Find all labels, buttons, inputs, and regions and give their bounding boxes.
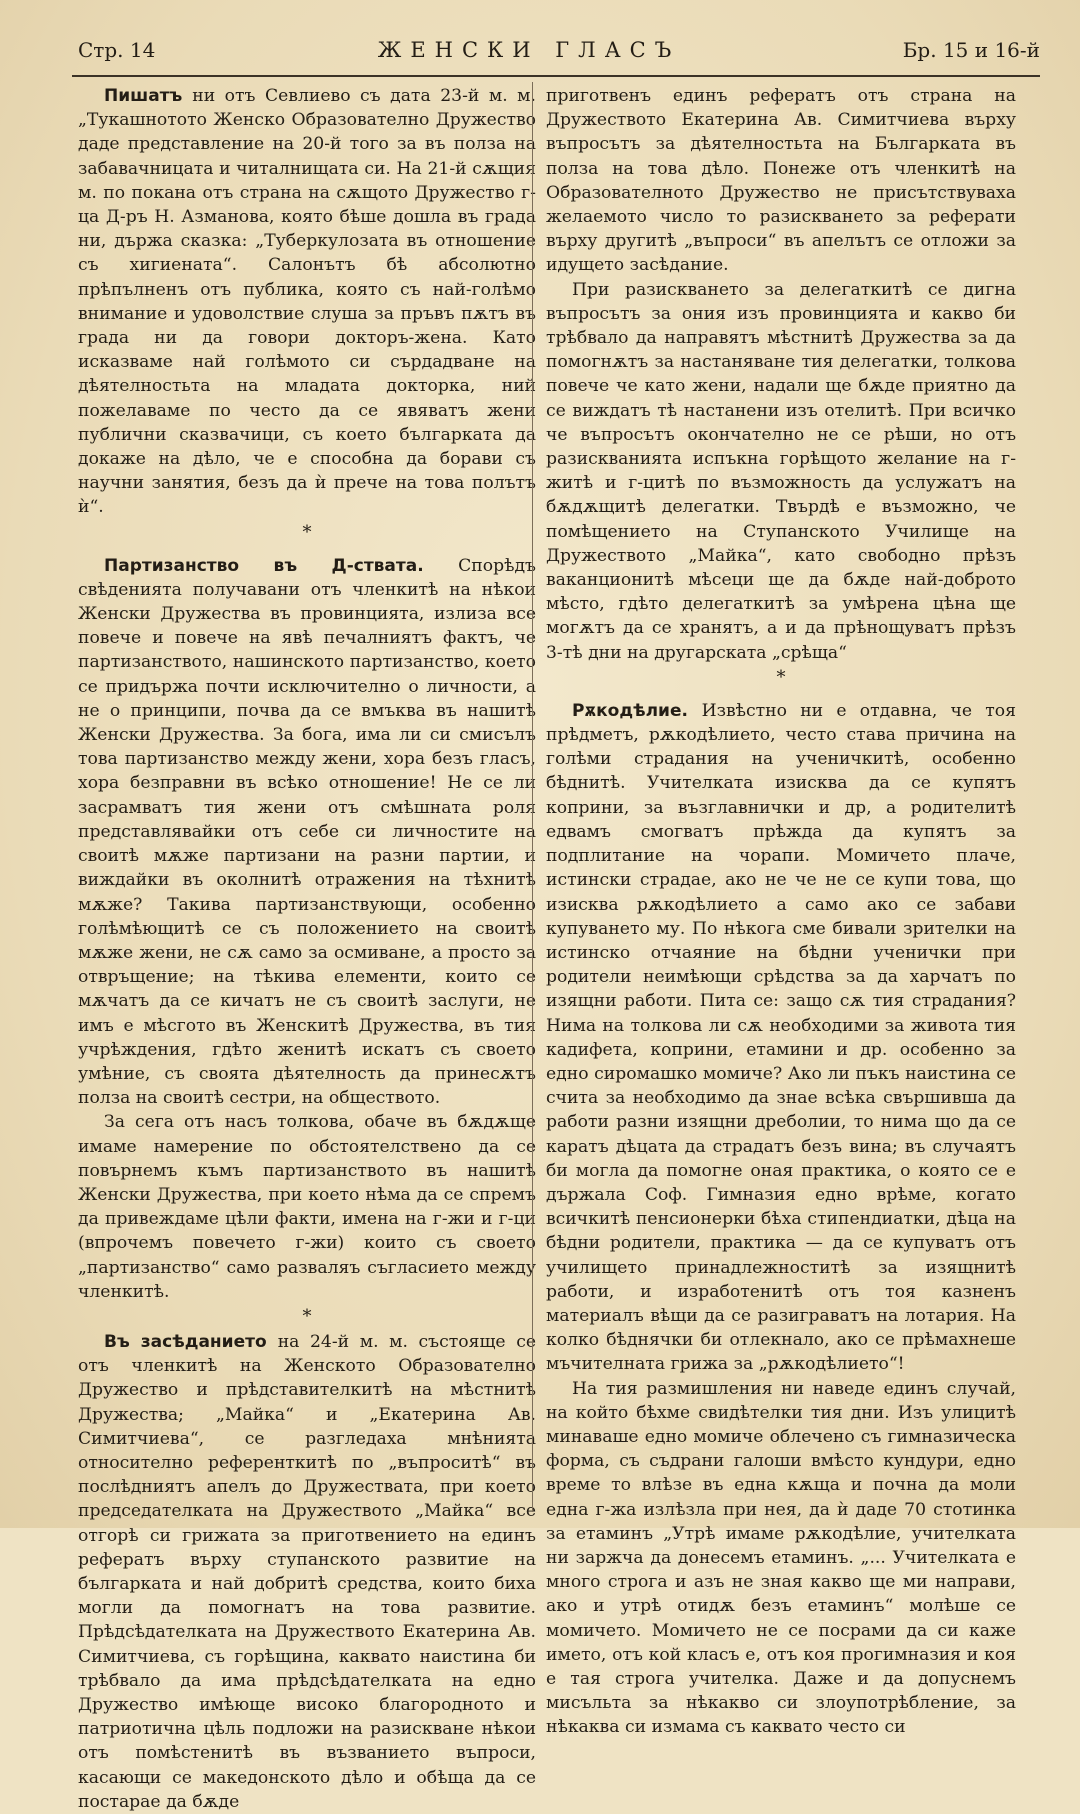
separator-star: *	[776, 666, 786, 688]
article-body: Спорѣдъ свѣденията получавани отъ членкитѣ на нѣкои Женски Дружества въ провинцията, излиза все повече и повече на явѣ печалниятъ фактъ, че партизанството, нашинското партизанство, което се придържа почти исключително о личности, а не о принципи, почва да се вмъква въ нашитѣ Женски Дружества. За бога, има ли си смисълъ това партизанство между жени, хора безъ гласъ, хора безправни въ всѣко отношение! Не се ли засрамватъ тия жени отъ смѣшната роля представлявайки отъ себе си личностите на своитѣ мѫже партизани на разни партии, и виждайки въ околнитѣ отражения на тѣхнитѣ мѫже? Такива партизанствующи, особенно голѣмѣющитѣ се съ положението на своитѣ мѫже жени, не сѫ само за осмиване, а просто за отвръщение; на тѣкива елементи, които се мѫчатъ да се кичатъ не съ своитѣ заслуги, не имъ е мѣсгото въ Женскитѣ Дружества, въ тия учрѣждения, гдѣто женитѣ искатъ съ своето умѣние, съ своята дѣятелность да принесѫтъ полза на своитѣ сестри, на обществото.	[78, 555, 536, 1109]
column-divider	[532, 82, 533, 1512]
separator-star: *	[302, 521, 312, 543]
article-partisanship	[78, 554, 536, 1111]
article-heading: Партизанство въ Д-ствата.	[104, 555, 459, 576]
article-paragraph: За сега отъ насъ толкова, обаче въ бѫдѫще имаме намерение по обстоятелствено да се повърнемъ къмъ партизанството въ нашитѣ Женски Дружества, при което нѣма да се спремъ да привеждаме цѣли факти, имена на г-жи и г-ци (впрочемъ повечето г-жи) които съ своето „партизанство“ само разваляъ съгласието между членкитѣ.	[78, 1112, 536, 1302]
newspaper-title: ЖЕНСКИ ГЛАСЪ	[377, 38, 681, 62]
article-heading: Рѫкодѣлие.	[572, 700, 702, 721]
article-heading: Въ засѣданието	[104, 1331, 278, 1352]
article-heading: Пишатъ	[104, 86, 193, 106]
article-body: ни отъ Севлиево съ дата 23-й м. м. „Тукашнотото Женско Образователно Дружество даде представление на 20-й того за въ полза на забавачницата и читалнищата си. На 21-й сѫщия м. по покана отъ страна на сѫщото Дружество г-ца Д-ръ Н. Азманова, която бѣше дошла въ града ни, държа сказка: „Туберкулозата въ отношение съ хигиената“. Салонътъ бѣ абсолютно прѣпълненъ отъ публика, която съ най-голѣмо внимание и удоволствие слуша за пръвъ пѫтъ въ града ни да говори докторъ-жена. Като исказваме най голѣмото си сърдадване на дѣятелностьта на младата докторка, ний пожелаваме по често да се явяватъ жени публични сказвачици, съ което българката да докаже на дѣло, че е способна да борави съ научни занятия, безъ да ѝ прече на това полътъ ѝ“.	[78, 86, 536, 518]
article-paragraph: приготвенъ единъ рефератъ отъ страна на Дружеството Екатерина Ав. Симитчиева върху въпросътъ за дѣятелностьта на Българката въ полза на това дѣло. Понеже отъ членкитѣ на Образователното Дружество не присътствуваха желаемото число то разискването за реферати върху другитѣ „въпроси“ въ апелътъ се отложи за идущето засѣдание.	[546, 86, 1016, 276]
article-meeting	[78, 1330, 536, 1814]
article-handicraft	[546, 699, 1016, 1377]
issue-number: Бр. 15 и 16-й	[902, 38, 1040, 62]
article-body: на 24-й м. м. състояще се отъ членкитѣ на Женското Образователно Дружество и прѣдставителкитѣ на мѣстнитѣ Дружества; „Майка“ и „Екатерина Ав. Симитчиева“, се разгледаха мнѣнията относително реферeнткитѣ по „въпроситѣ“ въ послѣдниятъ апелъ до Дружествата, при което председателката на Дружеството „Майка“ все отгорѣ си грижата за приготвението на единъ рефератъ върху ступанското развитие на българката и най добритѣ средства, които биха могли да помогнатъ на това развитие. Прѣдсѣдателката на Дружеството Екатерина Ав. Симитчиева, съ горѣщина, каквато наистина би трѣбвало да има прѣдсѣдателката на едно Дружество имѣюще високо благородното и патриотична цѣль подложи на разискване нѣкои отъ помѣстенитѣ въ възванието въпроси, касающи се македонското дѣло и обѣща да се постарае да бѫде	[78, 1331, 536, 1812]
separator-star: *	[302, 1305, 312, 1327]
article-paragraph: На тия размишления ни наведе единъ случай, на който бѣхме свидѣтелки тия дни. Изъ улицитѣ минаваше едно момиче облечено съ гимназическа форма, съ съдрани галоши вмѣсто кундури, едно време то влѣзе въ една кѫща и почна да моли една г-жа излѣзла при нея, да ѝ даде 70 стотинка за етаминъ „Утрѣ имаме рѫкодѣлие, учителката ни заржча да донесемъ етаминъ. „... Учителката е много строга и азъ не зная какво ще ми направи, ако и утрѣ отидѫ безъ етаминъ“ молѣше се момичето. Момичето не се посрами да си каже името, отъ кой класъ е, отъ коя прогимназия и коя е тая строга учителка. Даже и да допуснемъ мисъльта за нѣкакво си злоупотрѣбление, за нѣкаква си измама съ каквато често си	[546, 1378, 1016, 1738]
header-rule	[72, 75, 1040, 77]
left-column	[78, 84, 536, 1814]
page-header	[78, 30, 1040, 70]
page-number: Стр. 14	[78, 38, 156, 62]
article-sevlievo	[78, 84, 536, 520]
article-paragraph: При разискването за делегаткитѣ се дигна въпросътъ за ония изъ провинцията и какво би трѣбвало да направятъ мѣстнитѣ Дружества за да помогнѫтъ за настаняване тия делегатки, толкова повече че като жени, надали ще бѫде приятно да се виждатъ тѣ настанени изъ отелитѣ. При всичко че въпросътъ окончателно не се рѣши, но отъ разискванията испъкна горѣщото желание на г-житѣ и г-цитѣ по възможность да услужатъ на бѫдѫщитѣ делегатки. Твърдѣ е възможно, че помѣщението на Ступанското Училище на Дружеството „Майка“, като свободно прѣзъ ваканционитѣ мѣсеци ще да бѫде най-доброто мѣсто, гдѣто делегаткитѣ за умѣрена цѣна ще могѫтъ да се хранятъ, а и да прѣнощуватъ прѣзъ 3-тѣ дни на другарската „срѣща“	[546, 279, 1016, 663]
article-body: Извѣстно ни е отдавна, че тоя прѣдметъ, рѫкодѣлието, често става причина на голѣми страдания на ученичкитѣ, особенно бѣднитѣ. Учителката изисква да се купятъ коприни, за възглавнички и др, а родителитѣ едвамъ смогватъ прѣжда да купятъ за подплитание на чорапи. Момичето плаче, истински страдае, ако не че не се купи това, що изисква рѫкодѣлието а само ако се забави купуването му. По нѣкога сме бивали зрителки на истинско отчаяние на бѣдни ученички при родители неимѣющи срѣдства за да харчатъ по изящни работи. Пита се: защо сѫ тия страдания? Нима на толкова ли сѫ необходими за живота тия кадифета, коприни, етамини и др. особенно за едно сиромашко момиче? Ако ли пъкъ наистина се счита за необходимо да знае всѣка свършивша да работи разни изящни дреболии, то нима що да се каратъ дѣцата да страдатъ безъ вина; въ случаятъ би могла да помогне оная практика, о която се е държала Соф. Гимназия едно врѣме, когато всичкитѣ пенсионерки бѣха стипендиатки, дѣца на бѣдни родители, практика — да се купуватъ отъ училището принадлежноститѣ за изящнитѣ работи, и изработенитѣ отъ тоя казненъ материалъ вѣщи да се разиграватъ на лотария. На колко бѣднячки би отлекнало, ако се прѣмахнеше мъчителната грижа за „рѫкодѣлието“!	[546, 700, 1016, 1375]
right-column	[546, 84, 1016, 1740]
